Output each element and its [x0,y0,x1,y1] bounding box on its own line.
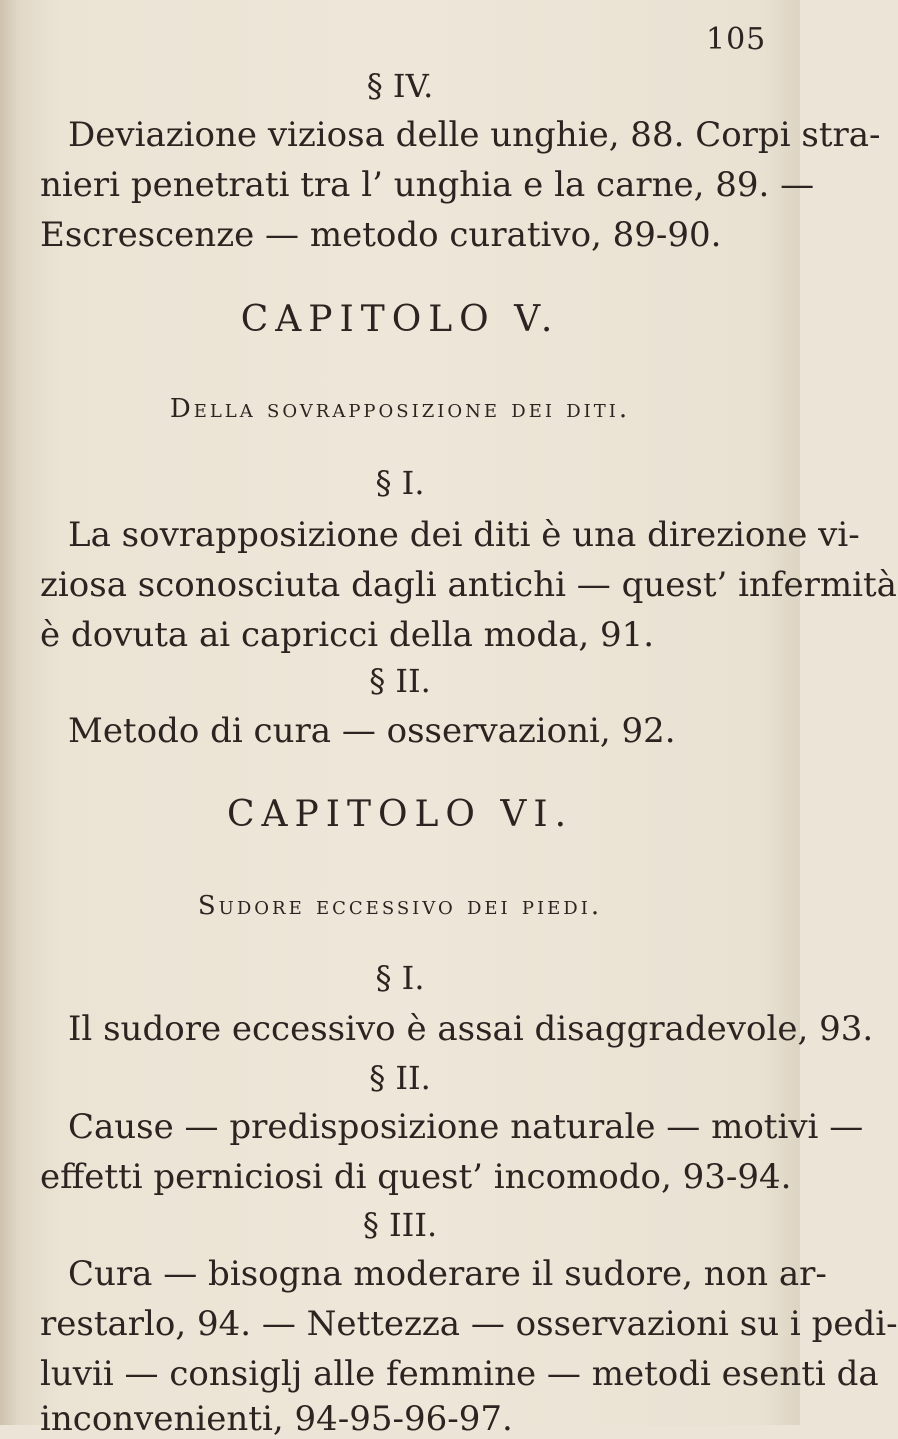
section-heading: § II. [369,662,431,700]
text-line: è dovuta ai capricci della moda, 91. [40,615,655,655]
section-heading: § III. [362,1206,438,1244]
section-heading: § I. [375,959,425,997]
text-line: Il sudore eccessivo è assai disaggradevole, 93. [68,1009,874,1049]
chapter-subtitle: Della sovrapposizione dei diti. [169,394,631,424]
text-line: Escrescenze — metodo curativo, 89-90. [40,215,722,255]
text-line: inconvenienti, 94-95-96-97. [40,1399,513,1439]
text-line: La sovrapposizione dei diti è una direzione vi- [68,515,860,555]
text-line: nieri penetrati tra l’ unghia e la carne, 89. — [40,165,815,205]
section-heading: § I. [375,464,425,502]
section-heading: § II. [369,1059,431,1097]
text-line: Cura — bisogna moderare il sudore, non ar- [68,1254,827,1294]
text-line: restarlo, 94. — Nettezza — osservazioni su i pedi- [40,1304,898,1344]
text-line: Metodo di cura — osservazioni, 92. [68,711,676,751]
text-line: Cause — predisposizione naturale — motivi — [68,1107,864,1147]
text-line: Deviazione viziosa delle unghie, 88. Corpi stra- [68,115,881,155]
text-line: effetti perniciosi di quest’ incomodo, 93-94. [40,1157,792,1197]
chapter-title: CAPITOLO V. [240,299,560,340]
section-heading: § IV. [366,67,434,105]
page-number: 105 [706,22,767,57]
chapter-title: CAPITOLO VI. [226,794,574,835]
text-line: ziosa sconosciuta dagli antichi — quest’ infermità [40,565,897,605]
text-line: luvii — consiglj alle femmine — metodi esenti da [40,1354,879,1394]
chapter-subtitle: Sudore eccessivo dei piedi. [197,891,603,921]
